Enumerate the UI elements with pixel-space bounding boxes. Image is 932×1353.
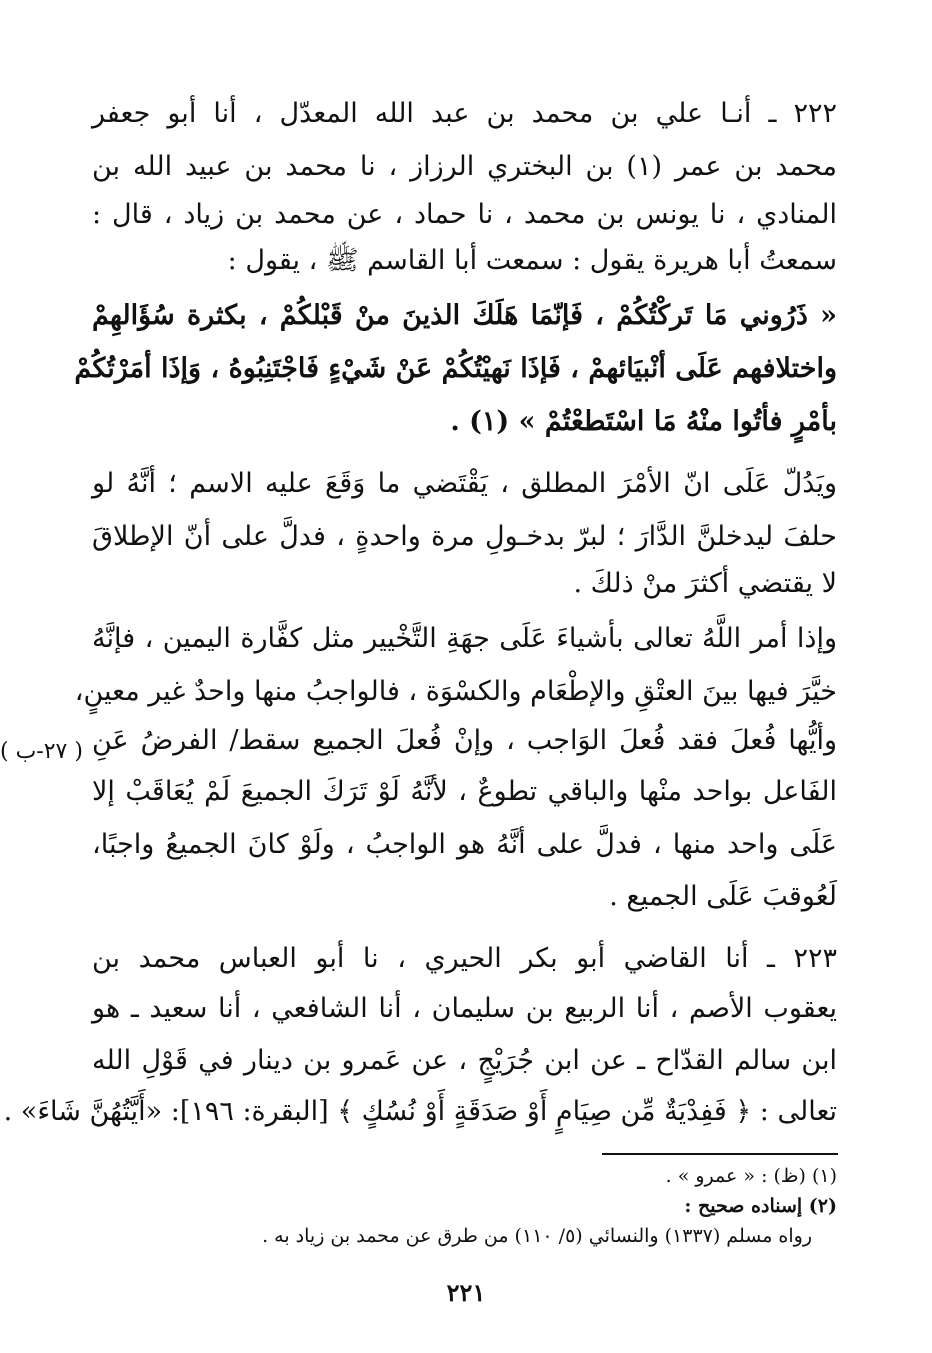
footnote-2-text: رواه مسلم (١٣٣٧) والنسائي (٥/ ١١٠) من طرق عن محمد بن زياد به . xyxy=(262,1225,812,1247)
text-line: لا يقتضي أكثرَ منْ ذلكَ . xyxy=(573,568,837,599)
text-line: سمعتُ أبا هريرة يقول : سمعت أبا القاسم ﷺ ، يقول : xyxy=(227,245,837,276)
text-line: ٢٢٢ ـ أنـا علي بن محمد بن عبد الله المعدّل ، أنا أبو جعفر xyxy=(92,98,837,129)
text-line: ابن سالم القدّاح ـ عن ابن جُرَيْجٍ ، عن عَمرو بن دينار في قَوْلِ الله xyxy=(92,1045,837,1076)
text-line: بأمْرٍ فأتُوا منْهُ مَا اسْتَطعْتُمْ » (١) . xyxy=(450,406,837,437)
text-line: واختلافهم عَلَى أنْبيَائهمْ ، فَإذَا نَهيْتُكُمْ عَنْ شَيْءٍ فَاجْتَنِبُوهُ ، وَإذَا أمَرْتُكُمْ xyxy=(74,353,837,384)
text-line: « ذَرُوني مَا تَركْتُكُمْ ، فَإنّمَا هَلَكَ الذينَ منْ قَبْلكُمْ ، بكثرة سُؤَالهِمْ xyxy=(92,300,837,331)
footnote-2-heading: (٢) إسناده صحيح : xyxy=(684,1195,837,1217)
text-line: حلفَ ليدخلنَّ الدَّارَ ؛ لبرّ بدخـولِ مرة واحدةٍ ، فدلَّ على أنّ الإطلاقَ xyxy=(92,521,837,552)
text-line: لَعُوقبَ عَلَى الجميع . xyxy=(609,881,837,912)
footnote-1: (١) (ظ) : « عمرو » . xyxy=(665,1165,837,1187)
text-line: عَلَى واحد منها ، فدلَّ على أنَّهُ هو الواجبُ ، ولَوْ كانَ الجميعُ واجبًا، xyxy=(92,829,837,860)
text-line: المنادي ، نا يونس بن محمد ، نا حماد ، عن محمد بن زياد ، قال : xyxy=(92,199,837,230)
page-number: ٢٢١ xyxy=(446,1278,486,1307)
text-line: وأيُّها فُعلَ فقد فُعلَ الوَاجب ، وإنْ فُعلَ الجميع سقط/ الفرضُ عَنِ xyxy=(92,725,837,756)
text-line: ٢٢٣ ـ أنا القاضي أبو بكر الحيري ، نا أبو العباس محمد بن xyxy=(92,943,837,974)
text-line: الفَاعل بواحد منْها والباقي تطوعٌ ، لأنَّهُ لَوْ تَرَكَ الجميعَ لَمْ يُعَاقَبْ إلا xyxy=(92,776,837,807)
text-line: وإذا أمر اللَّهُ تعالى بأشياءَ عَلَى جهَةِ التَّخْيير مثل كفَّارة اليمين ، فإنَّهُ xyxy=(92,623,837,654)
margin-folio-note: ( ٢٧-ب ) xyxy=(0,739,83,764)
text-line: خيَّرَ فيها بينَ العتْقِ والإطْعَام والكسْوَة ، فالواجبُ منها واحدٌ غير معينٍ، xyxy=(74,676,837,707)
text-line: محمد بن عمر (١) بن البختري الرزاز ، نا محمد بن عبيد الله بن xyxy=(92,151,838,182)
text-line: ويَدُلّ عَلَى انّ الأمْرَ المطلق ، يَقْتَضي ما وَقَعَ عليه الاسم ؛ أنَّهُ لو xyxy=(92,468,837,499)
footnote-separator xyxy=(602,1153,838,1155)
text-line: يعقوب الأصم ، أنا الربيع بن سليمان ، أنا الشافعي ، أنا سعيد ـ هو xyxy=(92,993,837,1024)
text-line: تعالى : ﴿ فَفِدْيَةٌ مِّن صِيَامٍ أَوْ صَدَقَةٍ أَوْ نُسُكٍ ﴾ [البقرة: ١٩٦]: «أَيَّتُهُنَّ شَاءَ» . xyxy=(3,1096,837,1127)
